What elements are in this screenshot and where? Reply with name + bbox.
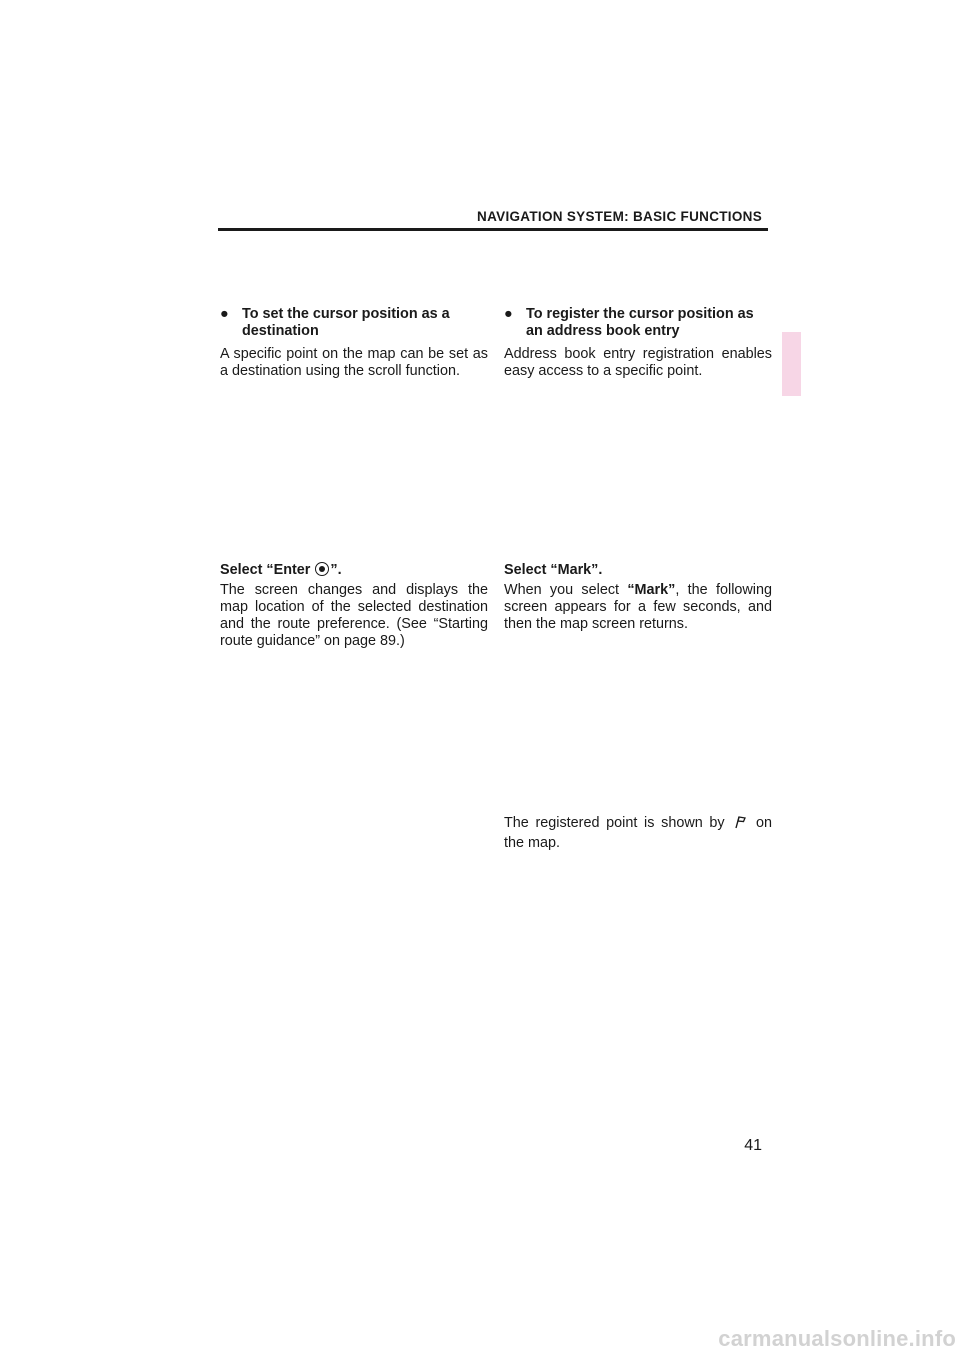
right-section-heading [504,306,772,340]
watermark: carmanualsonline.info [718,1326,956,1351]
address-flag-icon [733,815,747,829]
left-step-paragraph: The screen changes and displays the map location of the selected destination and the route preference. (See “Starting route guidance” on page 89.) [220,582,488,649]
registered-prefix: The registered point is shown by [504,815,732,831]
left-step-instruction [220,562,342,578]
right-section [504,306,772,380]
left-intro-paragraph: A specific point on the map can be set as a destination using the scroll function. [220,346,488,379]
page-number: 41 [744,1137,762,1154]
enter-joystick-icon [315,562,329,576]
left-heading-text: To set the cursor position as a destination [242,306,450,339]
bullet-icon: ● [504,306,513,322]
right-heading-text: To register the cursor position as an address book entry [526,306,754,339]
header-rule [218,228,768,231]
right-step-paragraph-emphasis: “Mark” [627,582,676,598]
left-section-heading [220,306,488,340]
left-step-prefix: Select “Enter [220,562,315,578]
right-step-paragraph-prefix: When you select [504,582,628,598]
right-step-paragraph-suffix: , the following screen appears for a few seconds, and then the map screen returns. [504,582,772,632]
right-step-instruction: Select “Mark”. [504,562,603,578]
right-step-paragraph [504,582,772,633]
bullet-icon: ● [220,306,229,322]
page-header-title: NAVIGATION SYSTEM: BASIC FUNCTIONS [477,209,762,224]
chapter-side-tab [782,332,801,396]
left-section [220,306,488,380]
registered-point-paragraph [504,813,772,853]
left-step-suffix: ”. [330,562,342,578]
right-intro-paragraph: Address book entry registration enables easy access to a specific point. [504,346,772,379]
registered-suffix: on the map. [504,815,772,851]
